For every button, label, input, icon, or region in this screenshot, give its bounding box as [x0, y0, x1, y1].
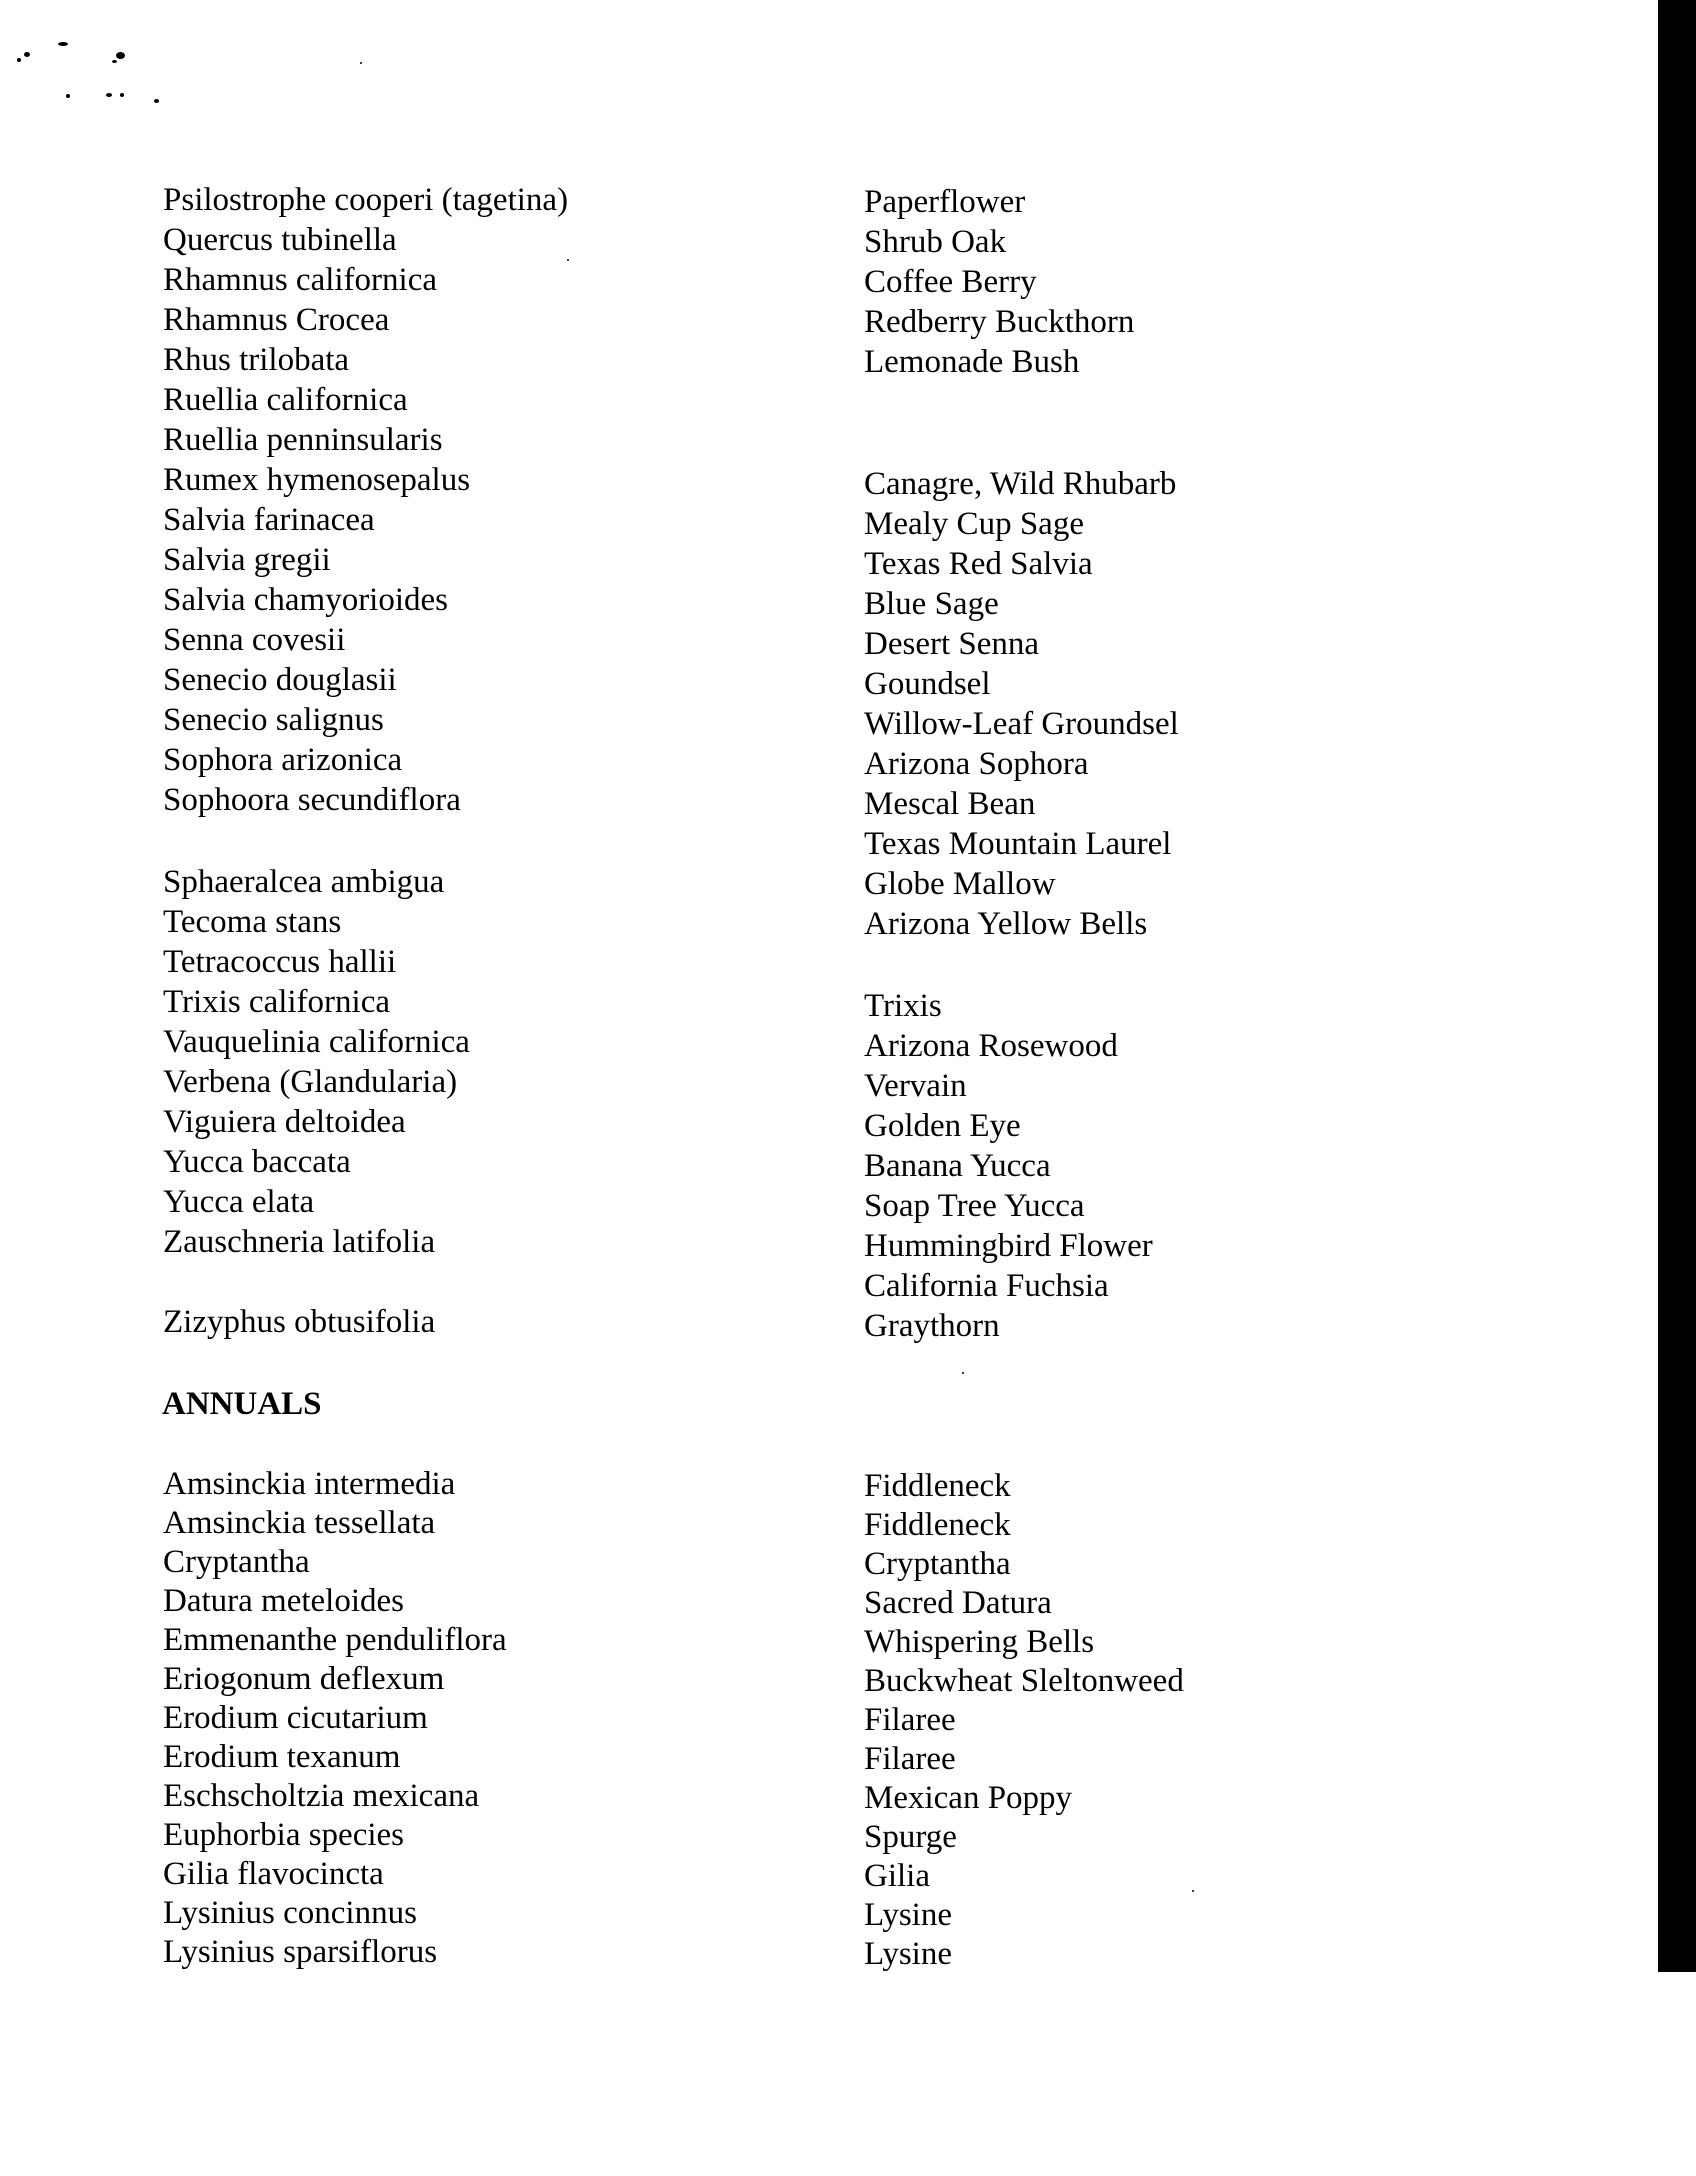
common-name: Shrub Oak	[864, 224, 1007, 260]
scientific-name: Ruellia californica	[163, 382, 408, 418]
common-name: Lemonade Bush	[864, 344, 1080, 380]
common-name: Whispering Bells	[864, 1624, 1095, 1660]
scientific-name: Gilia flavocincta	[163, 1856, 384, 1892]
scientific-name: Sophoora secundiflora	[163, 782, 461, 818]
common-name: Arizona Yellow Bells	[864, 906, 1148, 942]
scientific-name: Yucca elata	[163, 1184, 315, 1220]
scientific-name: Euphorbia species	[163, 1817, 405, 1853]
scientific-name: Tetracoccus hallii	[163, 944, 397, 980]
scientific-name: Emmenanthe penduliflora	[163, 1622, 507, 1658]
common-name: Vervain	[864, 1068, 967, 1104]
scientific-name: Tecoma stans	[163, 904, 342, 940]
common-name: California Fuchsia	[864, 1268, 1109, 1304]
scientific-name: Datura meteloides	[163, 1583, 404, 1619]
common-name: Hummingbird Flower	[864, 1228, 1153, 1264]
scan-speck	[17, 58, 21, 62]
common-name: Cryptantha	[864, 1546, 1011, 1582]
scientific-name: Sophora arizonica	[163, 742, 403, 778]
common-name: Globe Mallow	[864, 866, 1056, 902]
scientific-name: Cryptantha	[163, 1544, 310, 1580]
common-name: Filaree	[864, 1741, 956, 1777]
scientific-name: Rhamnus californica	[163, 262, 437, 298]
common-name: Desert Senna	[864, 626, 1040, 662]
scientific-name: Senecio douglasii	[163, 662, 397, 698]
scan-edge-bar	[1658, 0, 1696, 1972]
common-name: Texas Mountain Laurel	[864, 826, 1172, 862]
scan-speck	[24, 52, 30, 57]
common-name: Soap Tree Yucca	[864, 1188, 1085, 1224]
scientific-name: Eschscholtzia mexicana	[163, 1778, 480, 1814]
scientific-name: Sphaeralcea ambigua	[163, 864, 445, 900]
common-name: Fiddleneck	[864, 1507, 1011, 1543]
scan-speck	[1192, 1890, 1194, 1892]
scientific-name: Vauquelinia californica	[163, 1024, 470, 1060]
common-name: Arizona Rosewood	[864, 1028, 1118, 1064]
scientific-name: Amsinckia intermedia	[163, 1466, 456, 1502]
common-name: Paperflower	[864, 184, 1026, 220]
common-name: Banana Yucca	[864, 1148, 1051, 1184]
common-name: Fiddleneck	[864, 1468, 1011, 1504]
common-name: Graythorn	[864, 1308, 1000, 1344]
scan-speck	[106, 93, 112, 97]
scientific-name: Zauschneria latifolia	[163, 1224, 436, 1260]
scientific-name: Yucca baccata	[163, 1144, 351, 1180]
scan-speck	[58, 42, 68, 46]
common-name: Coffee Berry	[864, 264, 1037, 300]
scientific-name: Lysinius concinnus	[163, 1895, 417, 1931]
scientific-name: Trixis californica	[163, 984, 390, 1020]
scan-speck	[120, 93, 124, 97]
scientific-name: Eriogonum deflexum	[163, 1661, 445, 1697]
common-name: Willow-Leaf Groundsel	[864, 706, 1179, 742]
scan-speck	[962, 1372, 964, 1374]
common-name: Arizona Sophora	[864, 746, 1089, 782]
common-name: Mexican Poppy	[864, 1780, 1073, 1816]
common-name: Lysine	[864, 1897, 952, 1933]
common-name: Texas Red Salvia	[864, 546, 1093, 582]
scientific-name: Erodium texanum	[163, 1739, 401, 1775]
common-name: Buckwheat Sleltonweed	[864, 1663, 1184, 1699]
common-name: Trixis	[864, 988, 942, 1024]
scientific-name: Rumex hymenosepalus	[163, 462, 471, 498]
common-name: Blue Sage	[864, 586, 999, 622]
scientific-name: Verbena (Glandularia)	[163, 1064, 458, 1100]
common-name: Gilia	[864, 1858, 930, 1894]
scientific-name: Ruellia penninsularis	[163, 422, 443, 458]
scan-speck	[66, 94, 70, 98]
scientific-name: Amsinckia tessellata	[163, 1505, 436, 1541]
common-name: Golden Eye	[864, 1108, 1021, 1144]
common-name: Mealy Cup Sage	[864, 506, 1084, 542]
scan-speck	[154, 99, 159, 103]
common-name: Sacred Datura	[864, 1585, 1052, 1621]
scientific-name: Viguiera deltoidea	[163, 1104, 406, 1140]
scan-speck	[112, 60, 117, 63]
scientific-name: Salvia gregii	[163, 542, 331, 578]
scientific-name: Zizyphus obtusifolia	[163, 1304, 436, 1340]
scientific-name: Erodium cicutarium	[163, 1700, 428, 1736]
scientific-name: Salvia farinacea	[163, 502, 375, 538]
scientific-name: Senecio salignus	[163, 702, 384, 738]
common-name: Lysine	[864, 1936, 952, 1972]
scientific-name: Senna covesii	[163, 622, 346, 658]
scientific-name: Salvia chamyorioides	[163, 582, 449, 618]
scientific-name: Lysinius sparsiflorus	[163, 1934, 438, 1970]
common-name: Spurge	[864, 1819, 957, 1855]
common-name: Redberry Buckthorn	[864, 304, 1135, 340]
common-name: Filaree	[864, 1702, 956, 1738]
common-name: Canagre, Wild Rhubarb	[864, 466, 1177, 502]
scan-speck	[116, 52, 125, 59]
common-name: Goundsel	[864, 666, 991, 702]
common-name: Mescal Bean	[864, 786, 1036, 822]
scan-speck	[567, 259, 569, 261]
scientific-name: Psilostrophe cooperi (tagetina)	[163, 182, 569, 218]
scientific-name: Quercus tubinella	[163, 222, 397, 258]
scientific-name: Rhamnus Crocea	[163, 302, 390, 338]
scientific-name: Rhus trilobata	[163, 342, 350, 378]
annuals-heading: ANNUALS	[162, 1386, 322, 1422]
scan-speck	[360, 62, 362, 64]
